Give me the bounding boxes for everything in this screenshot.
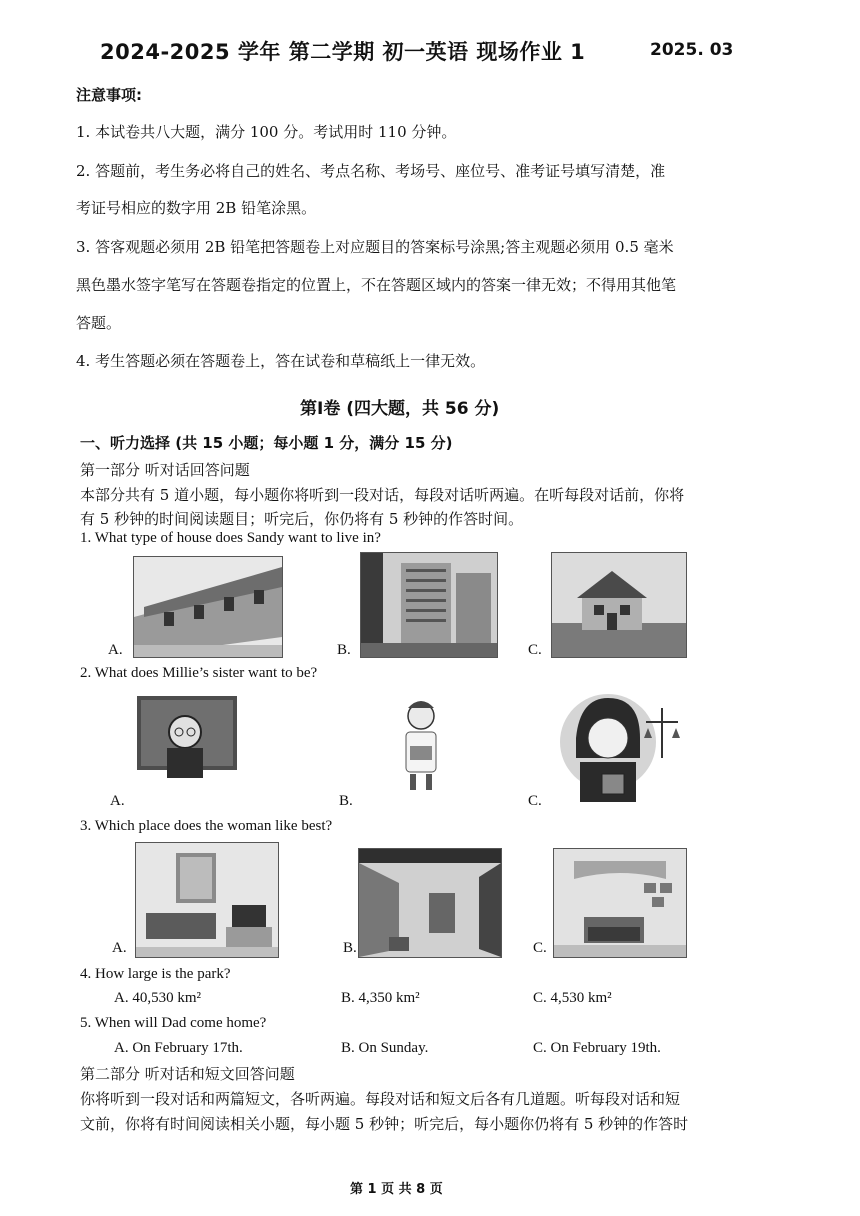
question-5: 5. When will Dad come home? [80,1015,267,1031]
notice-line-1: 1. 本试卷共八大题，满分 100 分。考试用时 110 分钟。 [76,123,457,141]
q5-option-c: C. On February 19th. [533,1040,661,1056]
sub1-intro-b: 有 5 秒钟的时间阅读题目；听完后，你仍将有 5 秒钟的作答时间。 [80,510,524,528]
q2-teacher-image [133,692,241,788]
notice-line-3b: 黑色墨水签字笔写在答题卷指定的位置上，不在答题区域内的答案一律无效；不得用其他笔 [76,276,677,294]
q1-apartment-image [360,552,498,658]
q1-option-a-label: A. [108,642,123,658]
page-title: 2024-2025 学年 第二学期 初一英语 现场作业 1 [100,40,586,64]
part2-heading: 第二部分 听对话和短文回答问题 [80,1065,295,1083]
q3-option-c-label: C. [533,940,547,956]
section-heading: 第Ⅰ卷 (四大题，共 56 分) [300,399,500,419]
sub1-heading: 第一部分 听对话回答问题 [80,461,250,479]
notice-line-2a: 2. 答题前，考生务必将自己的姓名、考点名称、考场号、座位号、准考证号填写清楚，准 [76,162,666,180]
q2-lawyer-image [558,688,686,810]
notice-line-4: 4. 考生答题必须在答题卷上，答在试卷和草稿纸上一律无效。 [76,352,486,370]
q4-option-c: C. 4,530 km² [533,990,612,1006]
q3-bedroom-image [553,848,687,958]
sub1-intro-a: 本部分共有 5 道小题，每小题你将听到一段对话，每段对话听两遍。在听每段对话前，你将 [80,486,685,504]
question-2: 2. What does Millie’s sister want to be? [80,665,318,681]
exam-date: 2025. 03 [650,40,734,60]
part2-intro-b: 文前，你将有时间阅读相关小题，每小题 5 秒钟；听完后，每小题你仍将有 5 秒钟的作答时 [80,1115,689,1133]
q3-hallway-image [358,848,502,958]
q3-living-room-image [135,842,279,958]
q5-option-b: B. On Sunday. [341,1040,429,1056]
q1-option-b-label: B. [337,642,351,658]
q1-option-c-label: C. [528,642,542,658]
part1-heading: 一、听力选择 (共 15 小题；每小题 1 分，满分 15 分) [80,434,453,452]
q3-option-b-label: B. [343,940,357,956]
q1-townhouse-image [133,556,283,658]
q2-option-b-label: B. [339,793,353,809]
q4-option-b: B. 4,350 km² [341,990,420,1006]
q1-cottage-image [551,552,687,658]
notice-line-3a: 3. 答客观题必须用 2B 铅笔把答题卷上对应题目的答案标号涂黑;答主观题必须用 0.5 毫米 [76,238,674,256]
q3-option-a-label: A. [112,940,127,956]
q4-option-a: A. 40,530 km² [114,990,201,1006]
page-footer: 第 1 页 共 8 页 [350,1182,443,1197]
question-4: 4. How large is the park? [80,966,231,982]
q2-option-c-label: C. [528,793,542,809]
notice-line-3c: 答题。 [76,314,122,332]
q2-nurse-image [392,686,450,794]
q2-option-a-label: A. [110,793,125,809]
q5-option-a: A. On February 17th. [114,1040,243,1056]
question-1: 1. What type of house does Sandy want to live in? [80,530,381,546]
question-3: 3. Which place does the woman like best? [80,818,333,834]
part2-intro-a: 你将听到一段对话和两篇短文，各听两遍。每段对话和短文后各有几道题。听每段对话和短 [80,1090,681,1108]
notice-heading: 注意事项: [76,86,142,104]
notice-line-2b: 考证号相应的数字用 2B 铅笔涂黑。 [76,199,317,217]
